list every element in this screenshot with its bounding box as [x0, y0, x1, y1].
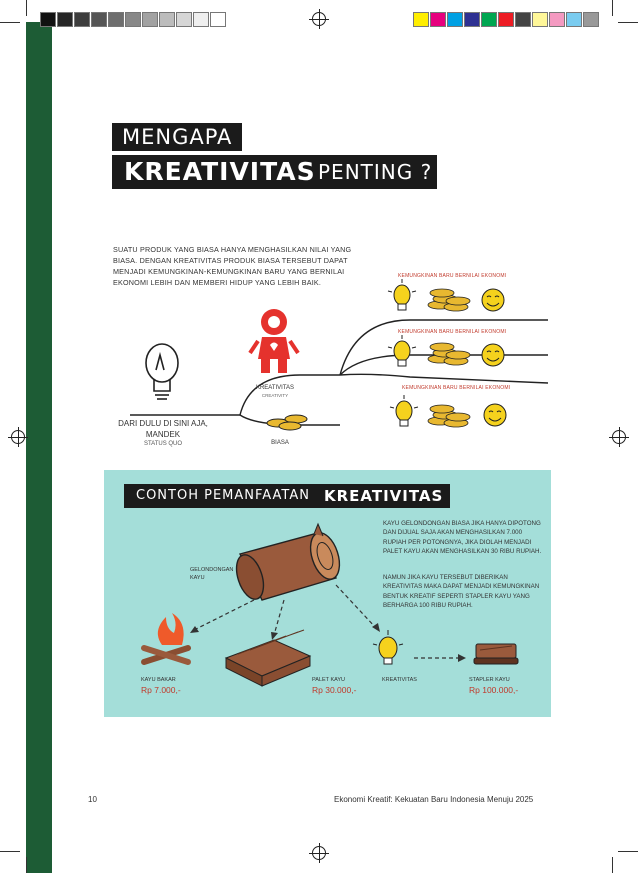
intro-paragraph: SUATU PRODUK YANG BIASA HANYA MENGHASILKAN NILAI YANG BIASA. DENGAN KREATIVITAS PRODUK BIASA TERSEBUT DAPAT MENJADI KEMUNGKINAN-KEMUNGKINAN BARU YANG BERNILAI EKONOMI LEBIH DAN MEMBERI HIDUP YANG LEBIH BAIK. — [113, 245, 352, 287]
possibility-label-3: KEMUNGKINAN BARU BERNILAI EKONOMI — [402, 385, 511, 391]
status-line2: MANDEK — [145, 430, 181, 439]
possibility-label-2: KEMUNGKINAN BARU BERNILAI EKONOMI — [398, 329, 507, 335]
palet-kayu-label: PALET KAYU — [312, 677, 346, 683]
green-margin-bar — [26, 22, 52, 873]
coins-icon — [267, 415, 307, 430]
status-line1: DARI DULU DI SINI AJA, — [118, 419, 208, 428]
example-title — [124, 484, 450, 508]
bulb-icon — [390, 395, 418, 426]
possibility-row-1 — [388, 279, 504, 311]
log-label-line1: GELONDONGAN — [190, 567, 234, 573]
bulb-icon — [373, 630, 403, 664]
stapler-kayu-price: Rp 100.000,- — [469, 685, 519, 695]
possibility-row-2 — [388, 335, 504, 366]
registration-mark-top — [312, 12, 326, 26]
registration-mark-right — [612, 430, 626, 444]
creative-character-icon — [250, 309, 298, 373]
wood-illustration — [104, 520, 551, 690]
creativity-label: CREATIVITY — [261, 393, 289, 398]
stapler-icon — [474, 644, 518, 664]
possibility-label-1: KEMUNGKINAN BARU BERNILAI EKONOMI — [398, 273, 507, 279]
registration-mark-left — [11, 430, 25, 444]
heading-line2 — [112, 155, 437, 189]
coins-icon — [428, 343, 470, 365]
example-title-strong: KREATIVITAS — [324, 487, 444, 505]
smiley-icon — [482, 289, 504, 311]
heading-strong: KREATIVITAS — [124, 157, 316, 186]
log-label-line2: KAYU — [190, 575, 205, 581]
pallet-icon — [226, 630, 310, 686]
example-paragraph-2: NAMUN JIKA KAYU TERSEBUT DIBERIKAN KREATIVITAS MAKA DAPAT MENJADI KEMUNGKINAN BENTUK KREATIF SEPERTI STAPLER KAYU YANG BERHARGA 100 RIBU RUPIAH. — [383, 574, 540, 610]
bulb-icon — [388, 335, 416, 366]
kreativitas-example-label: KREATIVITAS — [382, 677, 417, 683]
example-paragraph-1: KAYU GELONDONGAN BIASA JIKA HANYA DIPOTONG DAN DIJUAL SAJA AKAN MENGHASILKAN 7.000 RUPIAH PER POTONGNYA, JIKA DIOLAH MENJADI PALET KAYU AKAN MENGHASILKAN 30 RIBU RUPIAH. — [383, 520, 542, 556]
smiley-icon — [484, 404, 506, 426]
possibility-row-3 — [390, 395, 506, 427]
biasa-label: BIASA — [271, 440, 289, 446]
book-title: Ekonomi Kreatif: Kekuatan Baru Indonesia Menuju 2025 — [334, 795, 534, 804]
kreativitas-label: KREATIVITAS — [255, 385, 295, 391]
page-number: 10 — [88, 795, 97, 804]
firewood-icon — [144, 613, 188, 662]
palet-kayu-price: Rp 30.000,- — [312, 685, 357, 695]
stapler-kayu-label: STAPLER KAYU — [469, 677, 510, 683]
status-quo-label: STATUS QUO — [143, 441, 183, 447]
bulb-icon — [388, 279, 416, 310]
bulb-icon — [146, 344, 178, 399]
log-label — [190, 566, 233, 582]
example-title-light: CONTOH PEMANFAATAN — [136, 488, 310, 503]
kayu-bakar-label: KAYU BAKAR — [141, 677, 176, 683]
coins-icon — [428, 289, 470, 311]
heading-light: PENTING ? — [318, 160, 433, 184]
heading-line1: MENGAPA — [112, 123, 242, 151]
coins-icon — [428, 405, 470, 427]
log-icon — [231, 524, 344, 603]
registration-mark-bottom — [312, 846, 326, 860]
smiley-icon — [482, 344, 504, 366]
kayu-bakar-price: Rp 7.000,- — [141, 685, 181, 695]
